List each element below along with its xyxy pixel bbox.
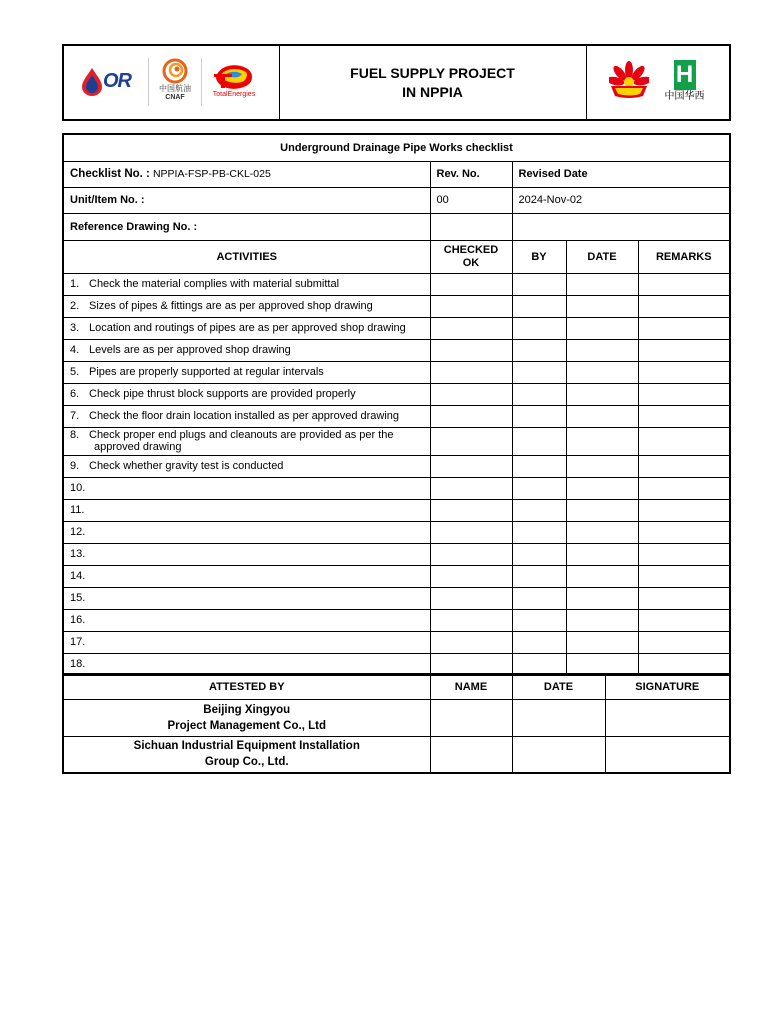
activity-number: 15.: [70, 592, 86, 604]
date-field[interactable]: [566, 455, 638, 477]
date-field[interactable]: [566, 383, 638, 405]
by-field[interactable]: [512, 565, 566, 587]
checked-ok-field[interactable]: [430, 543, 512, 565]
reference-drawing-extra[interactable]: [512, 213, 730, 240]
totalenergies-text: TotalEnergies: [212, 91, 256, 98]
activity-cell: [63, 609, 430, 631]
table-row: [63, 295, 730, 317]
checked-ok-field[interactable]: [430, 499, 512, 521]
remarks-field[interactable]: [638, 499, 730, 521]
table-row: [63, 405, 730, 427]
activity-number: 5.: [70, 366, 80, 378]
activities-header: ACTIVITIES: [63, 240, 430, 273]
project-title-line1: FUEL SUPPLY PROJECT: [350, 64, 515, 81]
activity-cell: [63, 383, 430, 405]
date-field[interactable]: [566, 609, 638, 631]
attesting-party-1: [63, 699, 430, 736]
by-field[interactable]: [512, 631, 566, 653]
attestation-table: [62, 673, 731, 774]
date-field[interactable]: [566, 565, 638, 587]
totalenergies-emblem-icon: [212, 62, 256, 90]
revised-date-value: 2024-Nov-02: [512, 187, 730, 213]
header-table: [62, 44, 731, 121]
att-name-header: NAME: [430, 674, 512, 699]
signature-header: SIGNATURE: [605, 674, 730, 699]
date-field[interactable]: [566, 361, 638, 383]
checked-ok-field[interactable]: [430, 317, 512, 339]
table-row: [63, 521, 730, 543]
checked-ok-header: [430, 240, 512, 273]
by-field[interactable]: [512, 339, 566, 361]
table-row: [63, 455, 730, 477]
table-row: [63, 565, 730, 587]
activity-number: 14.: [70, 570, 86, 582]
activity-text: Check the material complies with material submittal: [89, 278, 340, 290]
activity-text: Sizes of pipes & fittings are as per approved shop drawing: [89, 300, 373, 312]
checked-ok-field[interactable]: [430, 383, 512, 405]
rev-no-value: 00: [430, 187, 512, 213]
reference-drawing-field[interactable]: [430, 213, 512, 240]
remarks-field[interactable]: [638, 317, 730, 339]
remarks-field[interactable]: [638, 295, 730, 317]
activity-number: 18.: [70, 657, 86, 670]
activity-number: 16.: [70, 614, 86, 626]
table-row: [63, 317, 730, 339]
activity-cell: [63, 521, 430, 543]
party-1-line1: Beijing Xingyou: [203, 703, 291, 716]
table-row: [63, 273, 730, 295]
date-field[interactable]: [566, 317, 638, 339]
activity-text: Check the floor drain location installed as per approved drawing: [89, 410, 400, 422]
table-row: [63, 631, 730, 653]
checklist-title: Underground Drainage Pipe Works checklist: [63, 134, 730, 161]
checked-ok-field[interactable]: [430, 273, 512, 295]
remarks-field[interactable]: [638, 339, 730, 361]
checked-ok-field[interactable]: [430, 427, 512, 455]
cnaf-logo: [153, 58, 197, 106]
by-field[interactable]: [512, 427, 566, 455]
by-field[interactable]: [512, 609, 566, 631]
checklist-no-cell: [63, 161, 430, 187]
party-1-signature-field[interactable]: [605, 699, 730, 736]
attested-by-header: ATTESTED BY: [63, 674, 430, 699]
activity-number: 4.: [70, 344, 80, 356]
date-field[interactable]: [566, 295, 638, 317]
checked-ok-field[interactable]: [430, 653, 512, 675]
right-logos: [586, 45, 730, 120]
or-logo: [81, 66, 145, 98]
date-field[interactable]: [566, 653, 638, 675]
checked-ok-field[interactable]: [430, 405, 512, 427]
by-field[interactable]: [512, 273, 566, 295]
checked-ok-field[interactable]: [430, 631, 512, 653]
att-date-header: DATE: [512, 674, 605, 699]
project-title-line2: IN NPPIA: [402, 83, 463, 100]
remarks-field[interactable]: [638, 477, 730, 499]
by-field[interactable]: [512, 317, 566, 339]
by-field[interactable]: [512, 383, 566, 405]
party-1-date-field[interactable]: [512, 699, 605, 736]
checklist-no-value: NPPIA-FSP-PB-CKL-025: [152, 168, 271, 180]
by-field[interactable]: [512, 587, 566, 609]
activity-number: 9.: [70, 460, 80, 472]
table-row: [63, 361, 730, 383]
date-field[interactable]: [566, 543, 638, 565]
table-row: [63, 653, 730, 675]
or-drop-icon: [81, 68, 103, 96]
activity-cell: [63, 499, 430, 521]
checklist-table: [62, 133, 731, 676]
date-field[interactable]: [566, 587, 638, 609]
activity-number: 10.: [70, 482, 86, 494]
huashi-h-mark: H: [674, 60, 696, 90]
totalenergies-logo: [204, 62, 264, 102]
checked-ok-field[interactable]: [430, 361, 512, 383]
remarks-field[interactable]: [638, 405, 730, 427]
activity-number: 2.: [70, 300, 80, 312]
date-field[interactable]: [566, 405, 638, 427]
reference-drawing-label: Reference Drawing No. :: [63, 213, 430, 240]
table-row: [63, 609, 730, 631]
date-field[interactable]: [566, 631, 638, 653]
activity-text: Check pipe thrust block supports are provided properly: [89, 388, 356, 400]
remarks-field[interactable]: [638, 361, 730, 383]
activity-text: Check proper end plugs and cleanouts are provided as per the: [89, 429, 394, 441]
petrochina-logo: [609, 60, 649, 100]
table-row: [63, 543, 730, 565]
activity-cell: [63, 587, 430, 609]
remarks-field[interactable]: [638, 543, 730, 565]
huashi-logo: [659, 60, 711, 108]
activity-number: 1.: [70, 278, 80, 290]
by-field[interactable]: [512, 521, 566, 543]
table-row: [63, 427, 730, 455]
activity-cell: [63, 477, 430, 499]
checked-ok-field[interactable]: [430, 477, 512, 499]
activity-number: 12.: [70, 526, 86, 538]
remarks-header: REMARKS: [638, 240, 730, 273]
activity-cell: [63, 405, 430, 427]
revised-date-label: Revised Date: [512, 161, 730, 187]
rev-no-label: Rev. No.: [430, 161, 512, 187]
date-field[interactable]: [566, 427, 638, 455]
cnaf-emblem-icon: [162, 58, 188, 84]
project-title-cell: [279, 45, 586, 120]
activity-cell: [63, 427, 430, 455]
date-field[interactable]: [566, 273, 638, 295]
cnaf-en-text: CNAF: [165, 94, 185, 101]
by-field[interactable]: [512, 361, 566, 383]
by-field[interactable]: [512, 295, 566, 317]
party-1-line2: Project Management Co., Ltd: [167, 719, 326, 732]
unit-item-label: Unit/Item No. :: [63, 187, 430, 213]
party-1-name-field[interactable]: [430, 699, 512, 736]
activity-number: 11.: [70, 504, 85, 516]
activity-cell: [63, 543, 430, 565]
checked-header-line1: CHECKED: [443, 243, 499, 256]
huashi-cn-text: 中国华西: [664, 91, 705, 102]
by-field[interactable]: [512, 477, 566, 499]
checked-ok-field[interactable]: [430, 587, 512, 609]
activity-cell: [63, 565, 430, 587]
attesting-party-2: [63, 736, 430, 773]
by-header: BY: [512, 240, 566, 273]
remarks-field[interactable]: [638, 609, 730, 631]
remarks-field[interactable]: [638, 653, 730, 675]
date-field[interactable]: [566, 521, 638, 543]
party-2-line1: Sichuan Industrial Equipment Installation: [133, 740, 360, 753]
activity-number: 13.: [70, 548, 86, 560]
activity-number: 7.: [70, 410, 80, 422]
party-2-signature-field[interactable]: [605, 736, 730, 773]
table-row: [63, 499, 730, 521]
by-field[interactable]: [512, 405, 566, 427]
table-row: [63, 383, 730, 405]
activity-cell: [63, 295, 430, 317]
party-2-name-field[interactable]: [430, 736, 512, 773]
remarks-field[interactable]: [638, 565, 730, 587]
remarks-field[interactable]: [638, 521, 730, 543]
table-row: [63, 339, 730, 361]
activity-cell: [63, 631, 430, 653]
activity-number: 6.: [70, 388, 80, 400]
petrochina-flower-icon: [609, 60, 649, 100]
party-2-date-field[interactable]: [512, 736, 605, 773]
activity-text: Pipes are properly supported at regular intervals: [89, 366, 324, 378]
remarks-field[interactable]: [638, 427, 730, 455]
by-field[interactable]: [512, 455, 566, 477]
cnaf-cn-text: 中国航油: [159, 84, 191, 93]
remarks-field[interactable]: [638, 631, 730, 653]
activity-text: Check whether gravity test is conducted: [89, 460, 284, 472]
table-row: [63, 587, 730, 609]
activity-cell: [63, 317, 430, 339]
date-field[interactable]: [566, 477, 638, 499]
checked-ok-field[interactable]: [430, 295, 512, 317]
date-field[interactable]: [566, 499, 638, 521]
checked-ok-field[interactable]: [430, 521, 512, 543]
activity-cell: [63, 273, 430, 295]
activity-cell: [63, 455, 430, 477]
activity-text: Location and routings of pipes are as per approved shop drawing: [89, 322, 406, 334]
activity-number: 17.: [70, 636, 86, 648]
activity-cell: [63, 361, 430, 383]
or-logo-text: OR: [103, 70, 131, 92]
activity-cell: [63, 653, 430, 675]
checked-ok-field[interactable]: [430, 339, 512, 361]
checked-ok-field[interactable]: [430, 565, 512, 587]
remarks-field[interactable]: [638, 587, 730, 609]
activity-text-continued: approved drawing: [94, 441, 182, 453]
checked-header-line2: OK: [462, 256, 480, 269]
activity-cell: [63, 339, 430, 361]
activity-number: 8.: [70, 429, 80, 441]
checked-ok-field[interactable]: [430, 609, 512, 631]
checked-ok-field[interactable]: [430, 455, 512, 477]
remarks-field[interactable]: [638, 273, 730, 295]
date-field[interactable]: [566, 339, 638, 361]
remarks-field[interactable]: [638, 455, 730, 477]
activity-text: Levels are as per approved shop drawing: [89, 344, 291, 356]
by-field[interactable]: [512, 653, 566, 675]
party-2-line2: Group Co., Ltd.: [204, 756, 289, 769]
remarks-field[interactable]: [638, 383, 730, 405]
table-row: [63, 477, 730, 499]
activity-number: 3.: [70, 322, 80, 334]
checklist-no-label: Checklist No. :: [70, 168, 150, 180]
by-field[interactable]: [512, 499, 566, 521]
date-header: DATE: [566, 240, 638, 273]
left-logos: [63, 45, 279, 120]
by-field[interactable]: [512, 543, 566, 565]
